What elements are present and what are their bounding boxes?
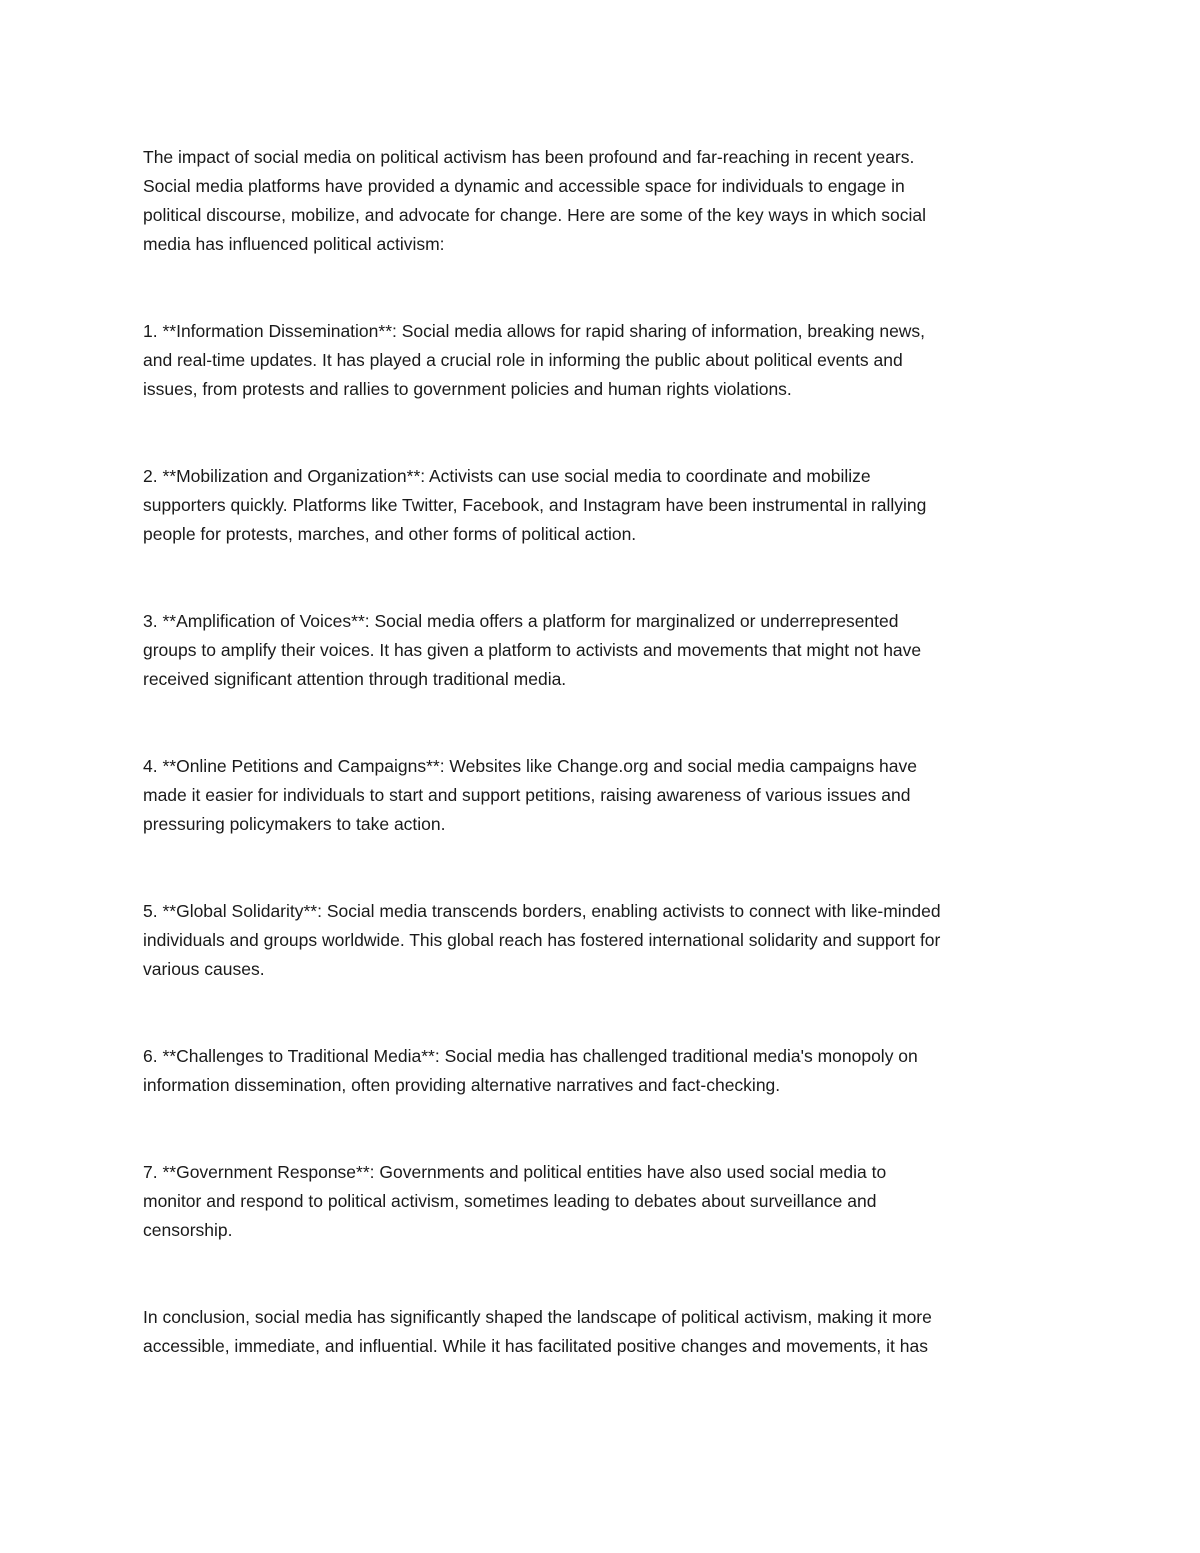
text-line: political discourse, mobilize, and advocate for change. Here are some of the key ways in which social <box>143 205 927 225</box>
text-line: supporters quickly. Platforms like Twitter, Facebook, and Instagram have been instrumental in rallying <box>143 495 927 515</box>
point-4-paragraph <box>143 752 1063 839</box>
text-line: accessible, immediate, and influential. While it has facilitated positive changes and movements, it has <box>143 1336 928 1356</box>
text-line: monitor and respond to political activism, sometimes leading to debates about surveillance and <box>143 1191 877 1211</box>
text-line: media has influenced political activism: <box>143 234 445 254</box>
text-line: Social media platforms have provided a dynamic and accessible space for individuals to engage in <box>143 176 905 196</box>
text-line: 7. **Government Response**: Governments and political entities have also used social media to <box>143 1162 887 1182</box>
text-line: 5. **Global Solidarity**: Social media transcends borders, enabling activists to connect with like-minded <box>143 901 941 921</box>
point-1-paragraph <box>143 317 1063 404</box>
document-body <box>143 143 1063 1419</box>
text-line: pressuring policymakers to take action. <box>143 814 446 834</box>
text-line: and real-time updates. It has played a crucial role in informing the public about political events and <box>143 350 903 370</box>
intro-paragraph <box>143 143 1063 259</box>
text-line: information dissemination, often providing alternative narratives and fact-checking. <box>143 1075 781 1095</box>
text-line: people for protests, marches, and other forms of political action. <box>143 524 637 544</box>
point-7-paragraph <box>143 1158 1063 1245</box>
text-line: groups to amplify their voices. It has given a platform to activists and movements that might not have <box>143 640 922 660</box>
text-line: 1. **Information Dissemination**: Social media allows for rapid sharing of information, breaking news, <box>143 321 926 341</box>
text-line: various causes. <box>143 959 265 979</box>
text-line: individuals and groups worldwide. This global reach has fostered international solidarity and support for <box>143 930 941 950</box>
text-line: The impact of social media on political activism has been profound and far-reaching in recent years. <box>143 147 915 167</box>
text-line: 2. **Mobilization and Organization**: Activists can use social media to coordinate and mobilize <box>143 466 871 486</box>
point-5-paragraph <box>143 897 1063 984</box>
text-line: issues, from protests and rallies to government policies and human rights violations. <box>143 379 792 399</box>
text-line: In conclusion, social media has significantly shaped the landscape of political activism, making it more <box>143 1307 932 1327</box>
text-line: 4. **Online Petitions and Campaigns**: Websites like Change.org and social media campaigns have <box>143 756 918 776</box>
conclusion-paragraph <box>143 1303 1063 1361</box>
text-line: censorship. <box>143 1220 233 1240</box>
point-2-paragraph <box>143 462 1063 549</box>
text-line: 6. **Challenges to Traditional Media**: Social media has challenged traditional media's monopoly on <box>143 1046 918 1066</box>
point-3-paragraph <box>143 607 1063 694</box>
text-line: received significant attention through traditional media. <box>143 669 567 689</box>
text-line: 3. **Amplification of Voices**: Social media offers a platform for marginalized or underrepresented <box>143 611 899 631</box>
point-6-paragraph <box>143 1042 1063 1100</box>
text-line: made it easier for individuals to start and support petitions, raising awareness of various issues and <box>143 785 911 805</box>
